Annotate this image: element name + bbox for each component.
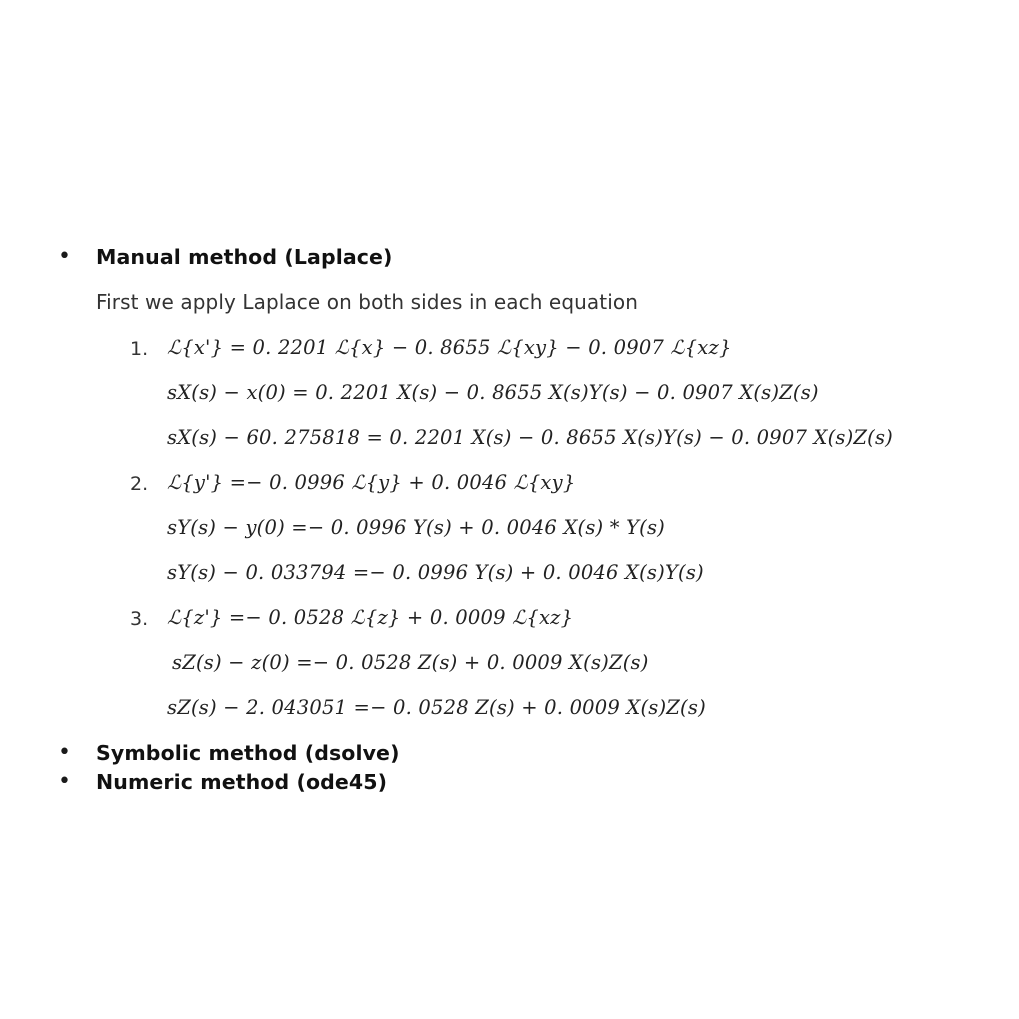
equation-2-transform: sY(s) − y(0) =− 0. 0996 Y(s) + 0. 0046 X(s) * Y(s) [167, 516, 665, 539]
step-1-number: 1. [130, 338, 149, 360]
equation-2-substituted: sY(s) − 0. 033794 =− 0. 0996 Y(s) + 0. 0046 X(s)Y(s) [167, 561, 704, 584]
equation-3-laplace: ℒ{z'} =− 0. 0528 ℒ{z} + 0. 0009 ℒ{xz} [167, 606, 574, 629]
equation-3-transform: sZ(s) − z(0) =− 0. 0528 Z(s) + 0. 0009 X(s)Z(s) [172, 651, 649, 674]
step-2-number: 2. [130, 473, 149, 495]
equation-1-transform: sX(s) − x(0) = 0. 2201 X(s) − 0. 8655 X(s)Y(s) − 0. 0907 X(s)Z(s) [167, 381, 819, 404]
manual-method-intro: First we apply Laplace on both sides in each equation [96, 290, 638, 314]
bullet-icon: • [58, 769, 71, 794]
manual-method-heading: Manual method (Laplace) [96, 245, 393, 269]
bullet-icon: • [58, 740, 71, 765]
equation-1-substituted: sX(s) − 60. 275818 = 0. 2201 X(s) − 0. 8655 X(s)Y(s) − 0. 0907 X(s)Z(s) [167, 426, 893, 449]
symbolic-method-heading: Symbolic method (dsolve) [96, 741, 400, 765]
numeric-method-heading: Numeric method (ode45) [96, 770, 388, 794]
equation-3-substituted: sZ(s) − 2. 043051 =− 0. 0528 Z(s) + 0. 0009 X(s)Z(s) [167, 696, 706, 719]
step-3-number: 3. [130, 608, 149, 630]
equation-1-laplace: ℒ{x'} = 0. 2201 ℒ{x} − 0. 8655 ℒ{xy} − 0. 0907 ℒ{xz} [167, 336, 732, 359]
bullet-icon: • [58, 244, 71, 269]
equation-2-laplace: ℒ{y'} =− 0. 0996 ℒ{y} + 0. 0046 ℒ{xy} [167, 471, 576, 494]
